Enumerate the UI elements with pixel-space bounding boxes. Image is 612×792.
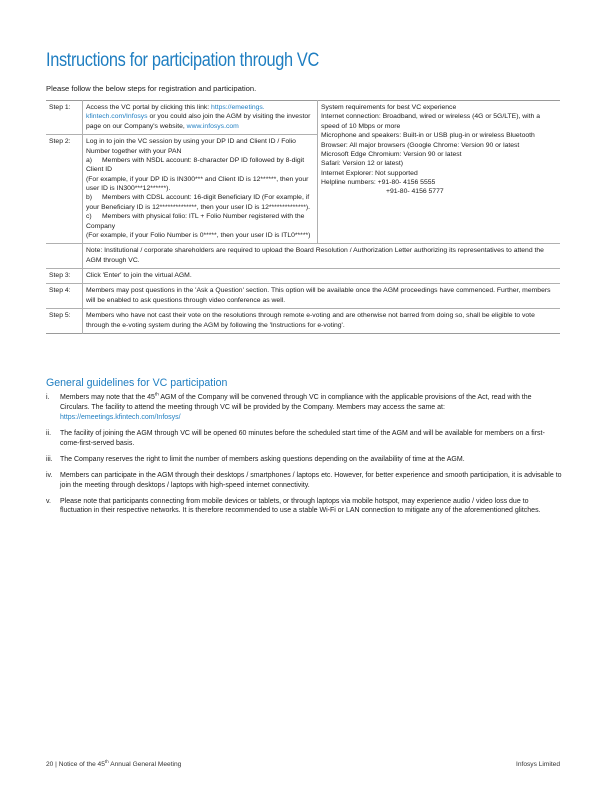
- guideline-v-text: Please note that participants connecting from mobile devices or tablets, or through laptops via mobile hotspot, may experience audio / video loss due to fluctuation in their respective networks. It is therefore recommended to use a stable Wi-Fi or LAN connection to mitigate any of the aforementioned glitches.: [60, 497, 541, 515]
- guideline-number: iii.: [46, 455, 53, 463]
- emeetings-link[interactable]: https://emeetings.kfintech.com/Infosys/: [60, 413, 181, 421]
- guideline-i-pre: Members may note that the 45: [60, 394, 155, 401]
- step-label: Step 5:: [46, 309, 83, 334]
- requirement-internet: Internet connection: Broadband, wired or wireless (4G or 5G/LTE), with a speed of 10 Mbps or more: [321, 113, 540, 130]
- step-4-text: Members may post questions in the 'Ask a Question' section. This option will be available once the AGM proceedings have commenced. Further, members will be enabled to ask questions through video conference as well.: [83, 284, 561, 309]
- requirement-browser: Browser: All major browsers (Google Chrome: Version 90 or latest: [321, 141, 520, 149]
- requirement-edge: Microsoft Edge Chromium: Version 90 or latest: [321, 150, 462, 158]
- step-2-intro: Log in to join the VC session by using your DP ID and Client ID / Folio Number together with your PAN: [86, 138, 296, 155]
- helpline-number-1: Helpline numbers: +91-80- 4156 5555: [321, 179, 436, 186]
- guideline-number: i.: [46, 394, 50, 401]
- step-1-pre: Access the VC portal by clicking this link:: [86, 104, 212, 111]
- option-a-text: Members with NSDL account: 8-character DP ID followed by 8-digit Client ID: [86, 156, 305, 174]
- guideline-number: v.: [46, 497, 51, 505]
- steps-table: [46, 100, 560, 334]
- guidelines-title: General guidelines for VC participation: [46, 377, 228, 389]
- guideline-item: [46, 393, 562, 423]
- step-1-mid: or you could also join the AGM by visiting the investor page on our Company's website,: [86, 113, 311, 130]
- footer-left-pre: 20 | Notice of the 45: [46, 761, 105, 768]
- step-label: Step 3:: [46, 269, 83, 284]
- institutional-note: Note: Institutional / corporate shareholders are required to upload the Board Resolution / Authorization Letter authorizing its representatives to attend the AGM through VC.: [83, 244, 561, 269]
- guideline-item: [46, 429, 562, 449]
- guideline-iii-text: The Company reserves the right to limit the number of members asking questions depending on the availability of time at the AGM.: [60, 455, 465, 463]
- step-3-text: Click 'Enter' to join the virtual AGM.: [83, 269, 561, 284]
- system-requirements: [318, 101, 561, 244]
- guideline-i-text: AGM of the Company will be convened through VC in compliance with the applicable provisions of the Act, read with the Circulars. The facility to attend the meeting through VC will be provided by the Company. Members may access the same at:: [60, 394, 532, 411]
- step-1-text: [83, 101, 318, 135]
- guideline-number: ii.: [46, 429, 52, 437]
- guideline-number: iv.: [46, 471, 53, 479]
- guideline-i-sup: th: [154, 391, 159, 397]
- page-title: Instructions for participation through VC: [46, 50, 319, 71]
- option-c-text: Members with physical folio: ITL + Folio Number registered with the Company: [86, 213, 305, 230]
- footer-left-sup: th: [104, 758, 109, 764]
- step-label: Step 2:: [46, 135, 83, 244]
- footer-company: Infosys Limited: [516, 761, 560, 768]
- step-row-5: [46, 309, 560, 334]
- option-a-marker: a): [86, 156, 93, 164]
- requirement-safari: Safari: Version 12 or latest): [321, 160, 403, 168]
- option-c-example: (For example, if your Folio Number is 0*****, then your user ID is ITL0*****): [86, 231, 311, 239]
- requirements-heading: System requirements for best VC experience: [321, 104, 457, 111]
- guideline-item: [46, 471, 562, 491]
- requirement-mic: Microphone and speakers: Built-in or USB plug-in or wireless Bluetooth: [321, 132, 535, 140]
- requirement-ie: Internet Explorer: Not supported: [321, 169, 418, 177]
- guidelines-list: [46, 393, 562, 522]
- helpline-number-2: +91-80- 4156 5777: [386, 188, 444, 196]
- option-c-marker: c): [86, 213, 92, 221]
- guideline-iv-text: Members can participate in the AGM through their desktops / smartphones / laptops etc. However, for better experience and smooth participation, it is advisable to join the meeting through desktops / laptops with high-speed internet connectivity.: [60, 471, 562, 489]
- footer-page-info: [46, 758, 182, 768]
- step-label: Step 4:: [46, 284, 83, 309]
- step-row-3: [46, 269, 560, 284]
- vc-portal-link-part-2[interactable]: kfintech.com/Infosys: [86, 113, 148, 121]
- footer-left-post: Annual General Meeting: [108, 761, 182, 768]
- guideline-ii-text: The facility of joining the AGM through VC will be opened 60 minutes before the scheduled start time of the AGM and will be available for members on a first-come-first-served basis.: [60, 429, 545, 447]
- intro-text: Please follow the below steps for registration and participation.: [46, 84, 257, 93]
- step-2-text: [83, 135, 318, 244]
- step-row-1: [46, 101, 560, 135]
- vc-portal-link-part-1[interactable]: https://emeetings.: [211, 104, 265, 111]
- step-row-4: [46, 284, 560, 309]
- note-spacer: [46, 244, 83, 269]
- step-label: Step 1:: [49, 104, 71, 111]
- step-5-text: Members who have not cast their vote on the resolutions through remote e-voting and are otherwise not barred from doing so, shall be eligible to vote through the e-voting system during the AGM by following the 'Instructions for e-voting'.: [83, 309, 561, 334]
- option-b-marker: b): [86, 194, 93, 202]
- note-row: [46, 244, 560, 269]
- guideline-item: [46, 497, 562, 517]
- guideline-item: [46, 455, 562, 465]
- option-b-text: Members with CDSL account: 16-digit Beneficiary ID (For example, if your Beneficiary ID is 12**************, then your user ID is 12**************).: [86, 194, 311, 211]
- option-a-example: (For example, if your DP ID is IN300*** and Client ID is 12******, then your user ID is IN300***12******).: [86, 175, 309, 192]
- company-website-link[interactable]: www.infosys.com: [186, 122, 239, 130]
